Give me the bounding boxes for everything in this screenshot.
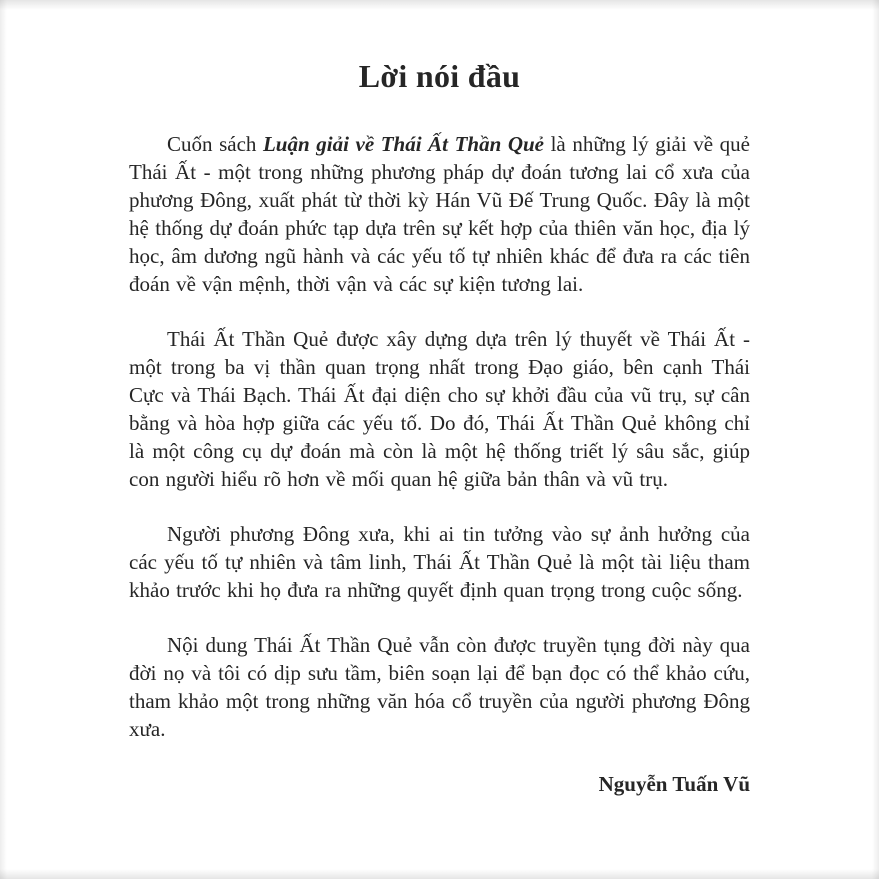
paragraph-intro-rest: là những lý giải về quẻ Thái Ất - một trong những phương pháp dự đoán tương lai cổ xưa của phương Đông, xuất phát từ thời kỳ Hán Vũ Đế Trung Quốc. Đây là một hệ thống dự đoán phức tạp dựa trên sự kết hợp của thiên văn học, địa lý học, âm dương ngũ hành và các yếu tố tự nhiên khác để đưa ra các tiên đoán về vận mệnh, thời vận và các sự kiện tương lai. [129, 132, 750, 296]
paragraph-intro-prefix: Cuốn sách [167, 132, 263, 156]
paragraph-legacy: Nội dung Thái Ất Thần Quẻ vẫn còn được truyền tụng đời này qua đời nọ và tôi có dịp sưu tầm, biên soạn lại để bạn đọc có thể khảo cứu, tham khảo một trong những văn hóa cổ truyền của người phương Đông xưa. [129, 633, 750, 741]
book-title-emphasis: Luận giải về Thái Ất Thần Quẻ [262, 132, 544, 156]
photo-edge-top [0, 0, 879, 10]
photo-edge-bottom [0, 869, 879, 879]
author-signature: Nguyễn Tuấn Vũ [598, 772, 750, 796]
photo-edge-left [0, 0, 7, 879]
page-content [129, 0, 750, 879]
page-title: Lời nói đầu [358, 58, 521, 94]
photo-edge-right [872, 0, 879, 879]
paragraph-intro [129, 130, 750, 298]
paragraph-usage: Người phương Đông xưa, khi ai tin tưởng vào sự ảnh hưởng của các yếu tố tự nhiên và tâm linh, Thái Ất Thần Quẻ là một tài liệu tham khảo trước khi họ đưa ra những quyết định quan trọng trong cuộc sống. [129, 522, 750, 602]
paragraph-theory: Thái Ất Thần Quẻ được xây dựng dựa trên lý thuyết về Thái Ất - một trong ba vị thần quan trọng nhất trong Đạo giáo, bên cạnh Thái Cực và Thái Bạch. Thái Ất đại diện cho sự khởi đầu của vũ trụ, sự cân bằng và hòa hợp giữa các yếu tố. Do đó, Thái Ất Thần Quẻ không chỉ là một công cụ dự đoán mà còn là một hệ thống triết lý sâu sắc, giúp con người hiểu rõ hơn về mối quan hệ giữa bản thân và vũ trụ. [129, 327, 750, 491]
